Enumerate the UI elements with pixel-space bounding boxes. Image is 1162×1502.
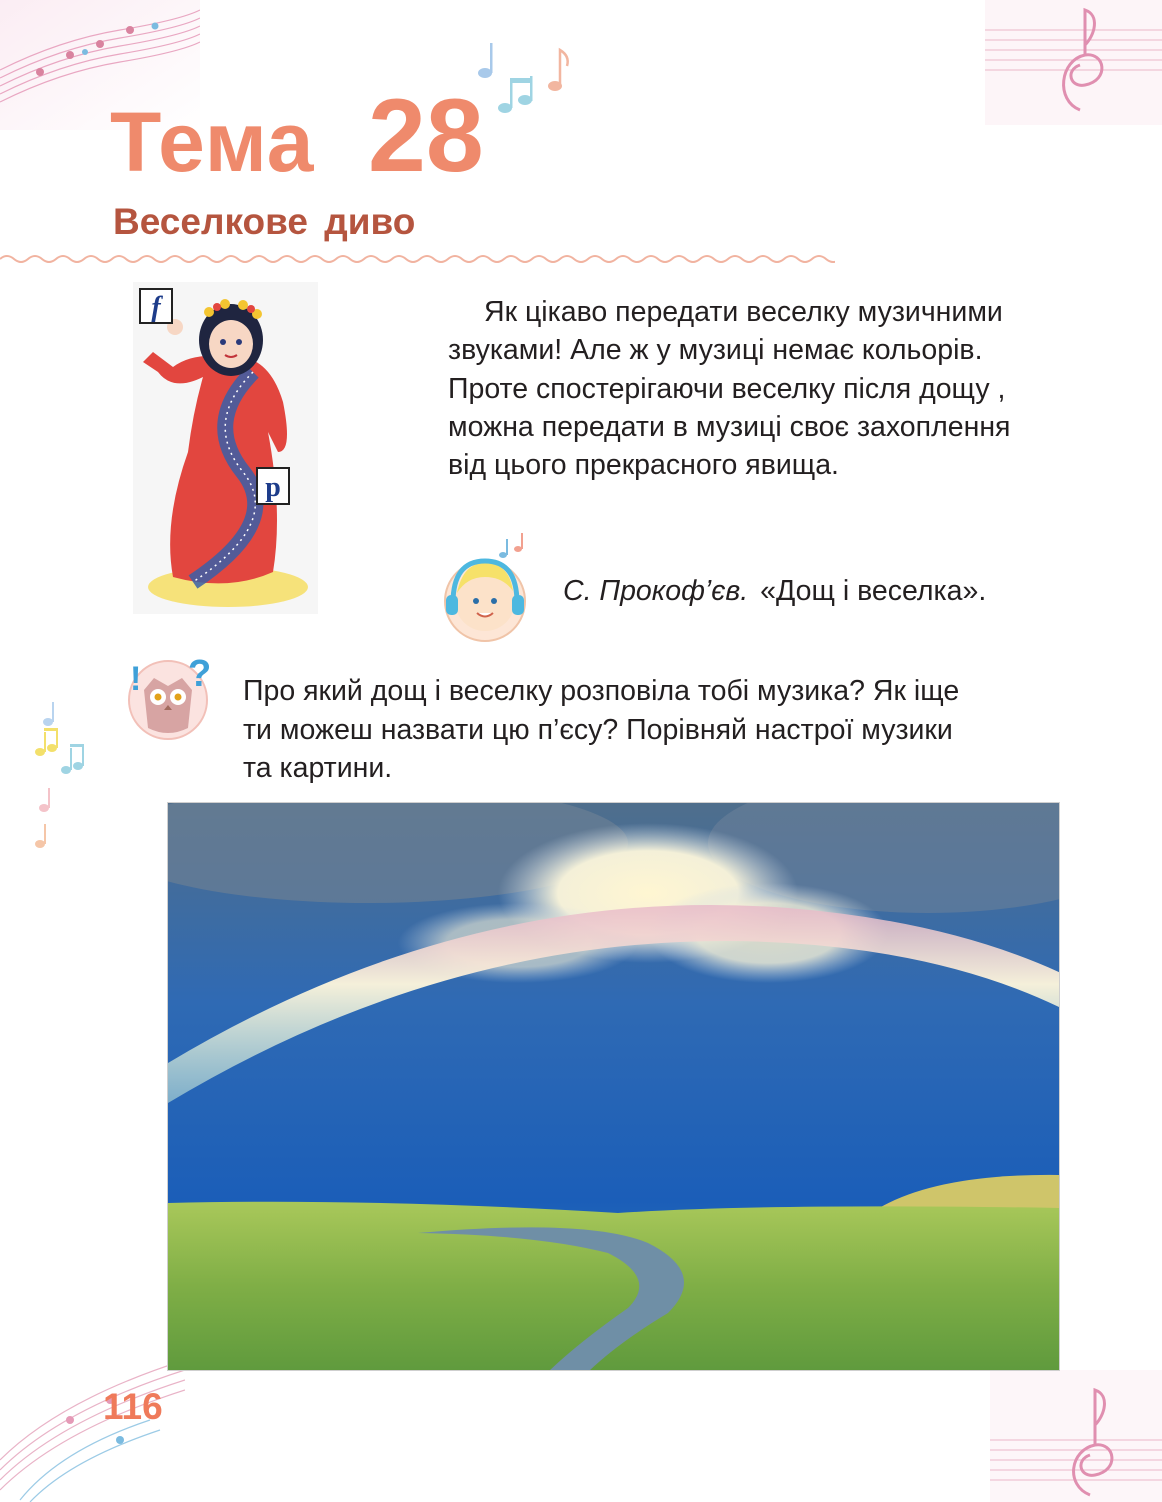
wavy-divider: [0, 252, 835, 266]
question-text: [243, 672, 1103, 788]
intro-paragraph: [448, 293, 1108, 484]
topic-number: 28: [368, 78, 484, 194]
piano-label: p: [265, 472, 281, 503]
forte-label: f: [151, 292, 161, 323]
owl-question-icon: [122, 650, 217, 742]
listening-child-icon: [443, 533, 533, 643]
treble-clef-corner-bottom-right: [990, 1370, 1162, 1502]
listening-assignment: [563, 574, 986, 608]
girl-illustration: [133, 282, 318, 614]
piece-title: «Дощ і веселка».: [760, 575, 987, 607]
page-number: 116: [103, 1386, 163, 1427]
svg-text:?: ?: [188, 653, 212, 695]
music-notes-icon: [28, 700, 88, 855]
intro-line: Проте спостерігаючи веселку після дощу ,: [448, 372, 1006, 405]
question-line: та картини.: [243, 752, 393, 784]
topic-label: Тема: [110, 95, 315, 189]
intro-line: Як цікаво передати веселку музичними: [484, 296, 1003, 328]
question-line: Про який дощ і веселку розповіла тобі музика? Як іще: [243, 675, 960, 707]
intro-line: від цього прекрасного явища.: [448, 449, 839, 482]
topic-subtitle: Веселкове диво: [113, 201, 416, 242]
composer-name: С. Прокоф’єв.: [563, 575, 749, 607]
svg-text:!: !: [130, 660, 142, 698]
intro-line: можна передати в музиці своє захоплення: [448, 410, 1011, 443]
intro-line: звуками! Але ж у музиці немає кольорів.: [448, 334, 983, 367]
rainbow-landscape-painting: [167, 802, 1060, 1371]
question-line: ти можеш назвати цю п’єсу? Порівняй настрої музики: [243, 713, 953, 746]
treble-clef-corner-top-right: [985, 0, 1162, 125]
